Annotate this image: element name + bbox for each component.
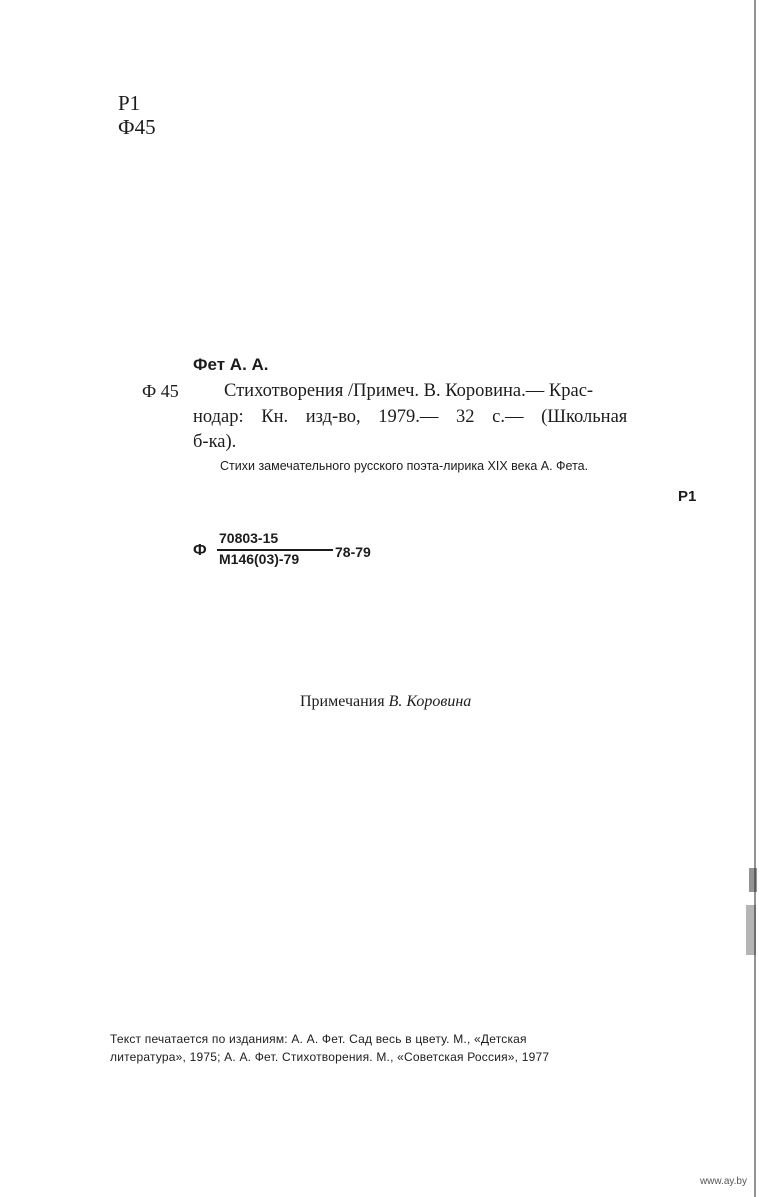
card-bbk-code: Р1 — [678, 488, 697, 505]
classification-code — [118, 91, 156, 139]
source-note-line-2: литература», 1975; А. А. Фет. Стихотворения. М., «Советская Россия», 1977 — [110, 1050, 550, 1064]
source-note-line-1: Текст печатается по изданиям: А. А. Фет. Сад весь в цвету. М., «Детская — [110, 1032, 527, 1046]
notes-credit-label: Примечания — [300, 693, 385, 710]
card-annotation: Стихи замечательного русского поэта-лирика XIX века А. Фета. — [220, 459, 589, 473]
card-entry-line-3: б-ка). — [193, 432, 237, 452]
page-edge-mark — [749, 868, 757, 892]
card-author: Фет А. А. — [193, 355, 269, 374]
index-letter: Ф — [193, 542, 207, 559]
card-entry-line-1: Стихотворения /Примеч. В. Коровина.— Крас- — [224, 381, 594, 401]
page-edge-mark — [746, 905, 756, 955]
classification-line-2: Ф45 — [118, 115, 156, 139]
page-edge — [745, 0, 759, 1197]
index-numerator: 70803-15 — [219, 530, 279, 546]
card-letter: Ф 45 — [142, 381, 179, 401]
card-entry-line-2: нодар: Кн. изд-во, 1979.— 32 с.— (Школьная — [193, 407, 628, 427]
watermark: www.ay.by — [699, 1176, 747, 1187]
page-edge-line — [754, 0, 756, 1197]
classification-line-1: Р1 — [118, 91, 141, 115]
notes-credit-name: В. Коровина — [388, 693, 472, 710]
index-suffix: 78-79 — [335, 544, 371, 560]
notes-credit — [300, 693, 471, 711]
index-denominator: М146(03)-79 — [219, 551, 300, 567]
